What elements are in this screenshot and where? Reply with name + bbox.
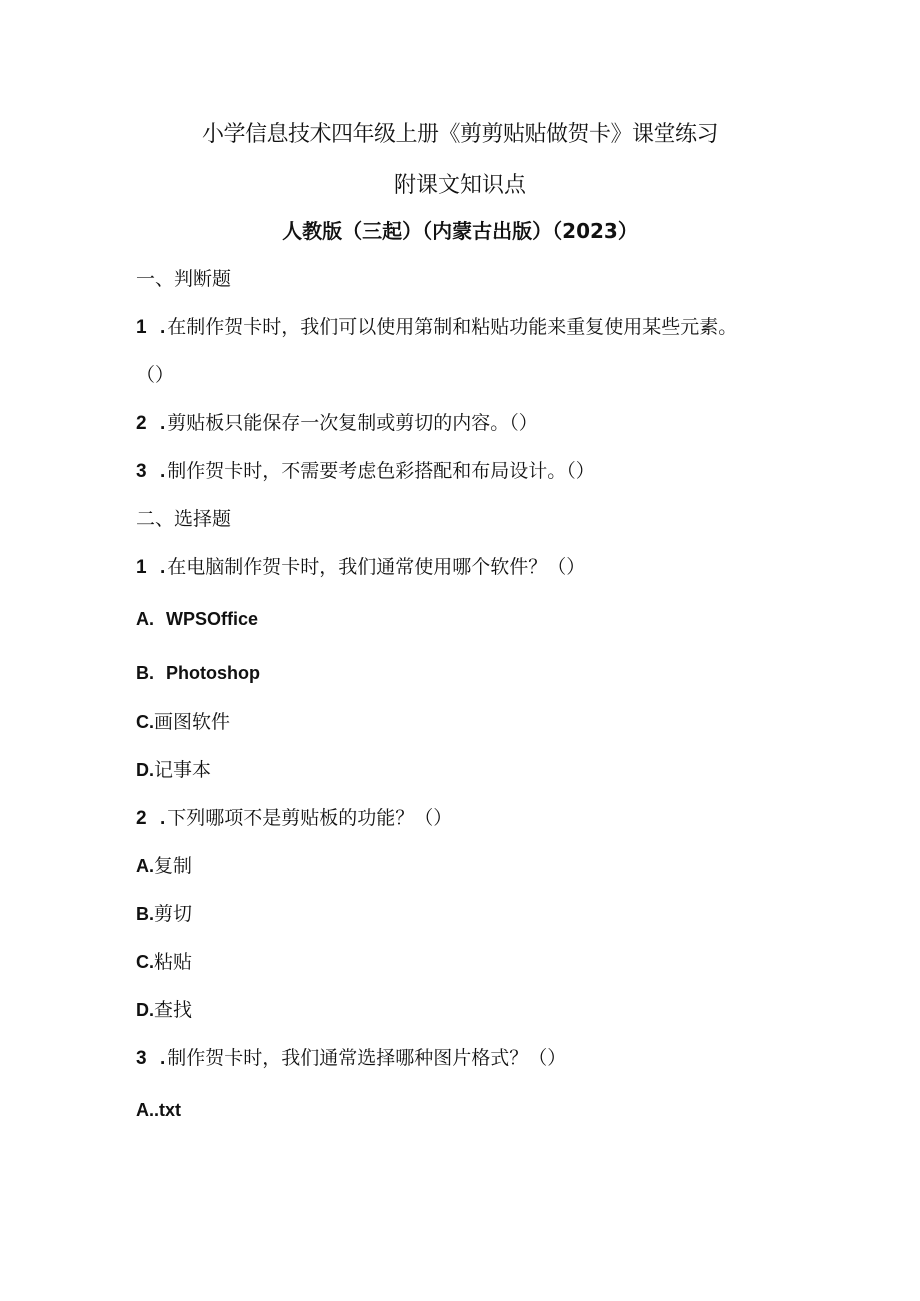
option-letter: A. <box>136 856 154 876</box>
option-text: 记事本 <box>154 759 212 781</box>
question-text: 制作贺卡时，我们通常选择哪种图片格式？（） <box>167 1047 567 1069</box>
option-2-1-d <box>136 755 211 782</box>
question-dot: . <box>160 461 166 482</box>
option-text: 画图软件 <box>154 711 231 733</box>
question-dot: . <box>160 317 166 338</box>
question-number: 2 <box>136 413 147 434</box>
question-number: 3 <box>136 1048 147 1069</box>
option-2-2-c <box>136 947 192 974</box>
option-2-1-a <box>136 609 258 630</box>
option-2-2-b <box>136 899 192 926</box>
option-2-1-b <box>136 663 260 684</box>
question-1-1-continuation: （） <box>136 364 175 386</box>
question-text: 在制作贺卡时，我们可以使用第制和粘贴功能来重复使用某些元素。 <box>167 316 738 338</box>
option-2-2-a <box>136 851 192 878</box>
option-letter: C. <box>136 952 154 972</box>
question-number: 1 <box>136 557 147 578</box>
option-2-2-d <box>136 995 192 1022</box>
question-number: 2 <box>136 808 147 829</box>
question-text: 下列哪项不是剪贴板的功能？（） <box>167 807 453 829</box>
option-letter: D. <box>136 1000 154 1020</box>
option-letter: A. <box>136 1100 154 1120</box>
option-letter: A. <box>136 609 154 629</box>
option-text: 粘贴 <box>154 951 193 973</box>
question-number: 3 <box>136 461 147 482</box>
question-text: 制作贺卡时，不需要考虑色彩搭配和布局设计。（） <box>167 460 595 482</box>
question-1-1 <box>136 312 737 339</box>
option-letter: B. <box>136 904 154 924</box>
option-text: Photoshop <box>166 663 260 683</box>
option-text: WPSOffice <box>166 609 259 629</box>
option-letter: C. <box>136 712 154 732</box>
question-text: 在电脑制作贺卡时，我们通常使用哪个软件？（） <box>167 556 586 578</box>
question-dot: . <box>160 557 166 578</box>
option-text: 查找 <box>154 999 193 1021</box>
question-dot: . <box>160 413 166 434</box>
question-text: 剪贴板只能保存一次复制或剪切的内容。（） <box>167 412 538 434</box>
option-text: .txt <box>154 1100 181 1120</box>
option-letter: B. <box>136 663 154 683</box>
question-2-3 <box>136 1043 566 1070</box>
section-heading-true-false: 一、判断题 <box>136 268 232 290</box>
option-text: 复制 <box>154 855 193 877</box>
option-text: 剪切 <box>154 903 193 925</box>
question-1-3 <box>136 456 595 483</box>
document-title: 小学信息技术四年级上册《剪剪贴贴做贺卡》课堂练习 <box>201 122 718 147</box>
option-2-3-a <box>136 1100 181 1121</box>
document-edition: 人教版（三起）（内蒙古出版）（2023） <box>282 219 638 243</box>
question-dot: . <box>160 1048 166 1069</box>
question-2-1 <box>136 552 585 579</box>
question-number: 1 <box>136 317 147 338</box>
section-heading-multiple-choice: 二、选择题 <box>136 508 232 530</box>
question-2-2 <box>136 803 452 830</box>
option-letter: D. <box>136 760 154 780</box>
question-dot: . <box>160 808 166 829</box>
document-subtitle: 附课文知识点 <box>393 173 526 198</box>
question-1-2 <box>136 408 538 435</box>
option-2-1-c <box>136 707 230 734</box>
